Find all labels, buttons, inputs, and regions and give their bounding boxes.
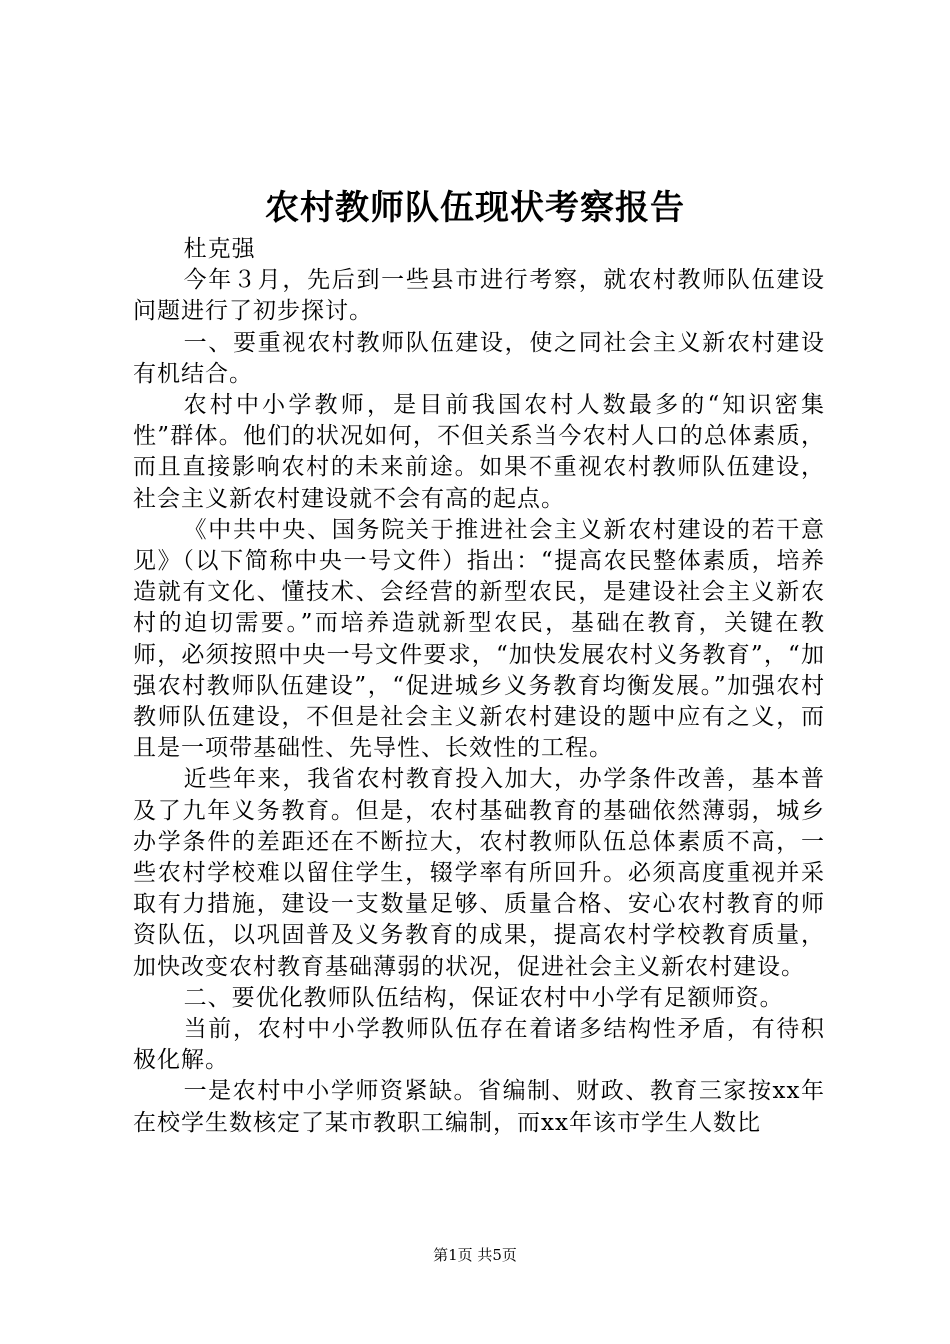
paragraph: 农村中小学教师，是目前我国农村人数最多的“知识密集性”群体。他们的状况如何，不但关系当今农村人口的总体素质，而且直接影响农村的未来前途。如果不重视农村教师队伍建设，社会主义新农村建设就不会有高的起点。 bbox=[133, 392, 825, 512]
paragraph: 《中共中央、国务院关于推进社会主义新农村建设的若干意见》（以下简称中央一号文件）指出：“提高农民整体素质，培养造就有文化、懂技术、会经营的新型农民，是建设社会主义新农村的迫切需要。”而培养造就新型农民，基础在教育，关键在教师，必须按照中央一号文件要求，“加快发展农村义务教育”，“加强农村教师队伍建设”，“促进城乡义务教育均衡发展。”加强农村教师队伍建设，不但是社会主义新农村建设的题中应有之义，而且是一项带基础性、先导性、长效性的工程。 bbox=[133, 516, 825, 762]
document-title: 农村教师队伍现状考察报告 bbox=[265, 188, 685, 228]
author-line: 杜克强 bbox=[183, 236, 256, 262]
page-number-footer: 第1页 共5页 bbox=[433, 1246, 517, 1264]
paragraph: 当前，农村中小学教师队伍存在着诸多结构性矛盾，有待积极化解。 bbox=[133, 1016, 825, 1074]
document-body bbox=[133, 234, 825, 1139]
paragraph: 一是农村中小学师资紧缺。省编制、财政、教育三家按xx年在校学生数核定了某市教职工编制，而xx年该市学生人数比 bbox=[133, 1078, 825, 1136]
section-heading: 二、要优化教师队伍结构，保证农村中小学有足额师资。 bbox=[183, 984, 784, 1011]
paragraph: 今年３月，先后到一些县市进行考察，就农村教师队伍建设问题进行了初步探讨。 bbox=[133, 267, 825, 325]
section-heading: 一、要重视农村教师队伍建设，使之同社会主义新农村建设有机结合。 bbox=[133, 329, 825, 387]
paragraph: 近些年来，我省农村教育投入加大，办学条件改善，基本普及了九年义务教育。但是，农村基础教育的基础依然薄弱，城乡办学条件的差距还在不断拉大，农村教师队伍总体素质不高，一些农村学校难以留住学生，辍学率有所回升。必须高度重视并采取有力措施，建设一支数量足够、质量合格、安心农村教育的师资队伍，以巩固普及义务教育的成果，提高农村学校教育质量，加快改变农村教育基础薄弱的状况，促进社会主义新农村建设。 bbox=[133, 766, 825, 980]
